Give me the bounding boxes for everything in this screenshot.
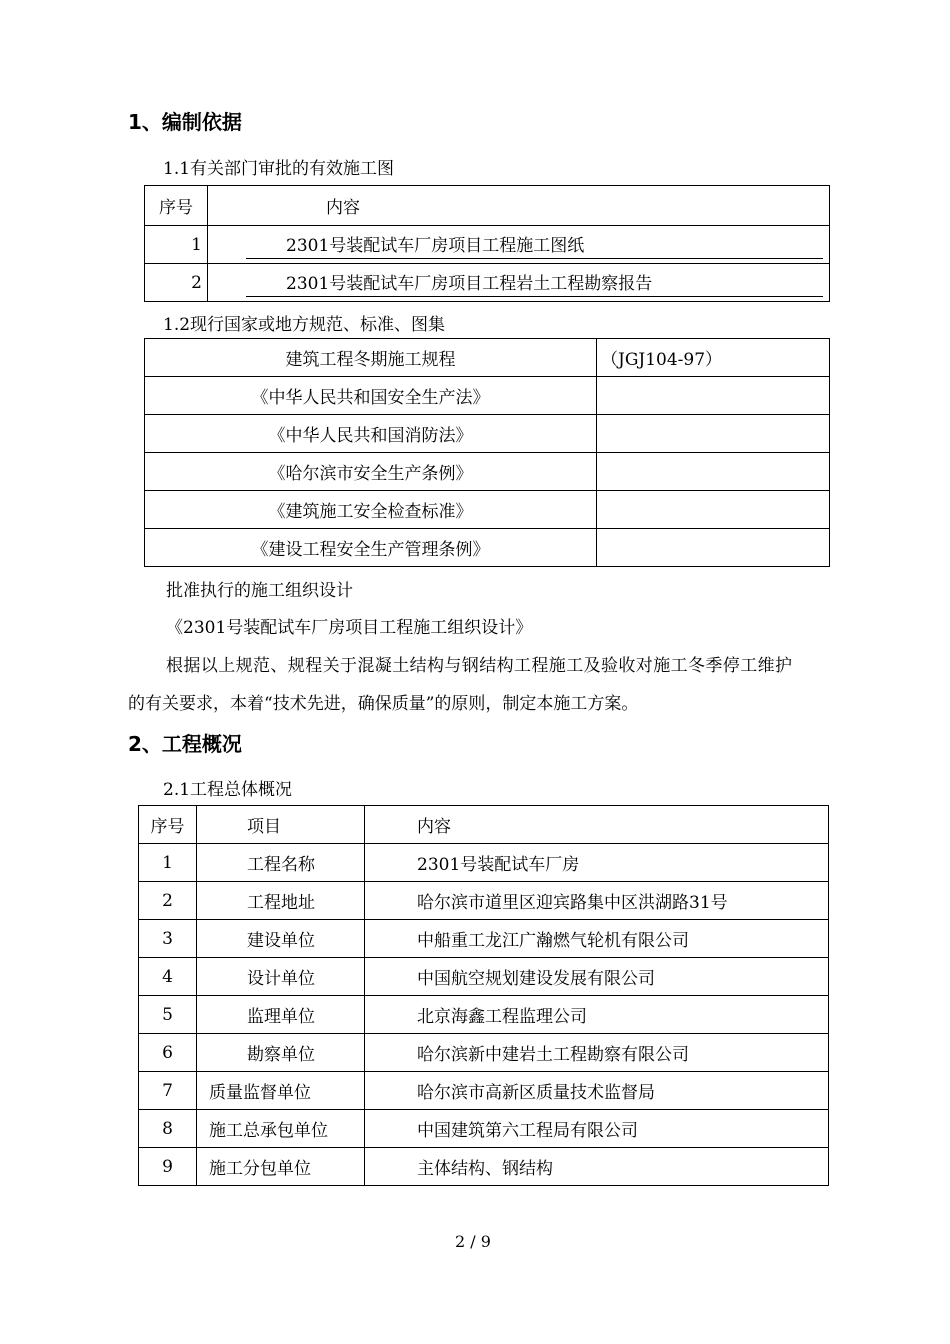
drawing-content: 2301号装配试车厂房项目工程岩土工程勘察报告 <box>246 269 823 297</box>
standard-name: 《建设工程安全生产管理条例》 <box>145 529 597 567</box>
row-number: 9 <box>139 1148 197 1186</box>
section-1-heading: 1、编制依据 <box>128 110 242 134</box>
row-number: 6 <box>139 1034 197 1072</box>
table-row <box>145 377 830 415</box>
item-cell: 设计单位 <box>197 958 365 996</box>
item-cell: 质量监督单位 <box>197 1072 365 1110</box>
header-cell: 序号 <box>145 186 208 226</box>
row-number: 2 <box>139 882 197 920</box>
item-cell: 监理单位 <box>197 996 365 1034</box>
table-row <box>145 415 830 453</box>
row-number: 4 <box>139 958 197 996</box>
header-cell: 项目 <box>197 806 365 844</box>
table-row <box>145 226 830 264</box>
standard-name: 《建筑施工安全检查标准》 <box>145 491 597 529</box>
standard-name: 《哈尔滨市安全生产条例》 <box>145 453 597 491</box>
basis-paragraph-line-2: 的有关要求，本着“技术先进，确保质量”的原则，制定本施工方案。 <box>128 694 639 714</box>
content-cell: 中船重工龙江广瀚燃气轮机有限公司 <box>365 920 829 958</box>
standard-name: 《中华人民共和国消防法》 <box>145 415 597 453</box>
standards-table <box>144 338 830 567</box>
table-row <box>145 264 830 302</box>
row-number: 1 <box>139 844 197 882</box>
content-cell: 主体结构、钢结构 <box>365 1148 829 1186</box>
row-number: 7 <box>139 1072 197 1110</box>
item-cell: 勘察单位 <box>197 1034 365 1072</box>
item-cell: 工程地址 <box>197 882 365 920</box>
table-row <box>139 920 829 958</box>
table-row <box>145 529 830 567</box>
page-number: 2 / 9 <box>455 1232 491 1251</box>
item-cell: 施工分包单位 <box>197 1148 365 1186</box>
section-2-heading: 2、工程概况 <box>128 732 242 756</box>
standard-name: 建筑工程冬期施工规程 <box>145 339 597 377</box>
item-cell: 建设单位 <box>197 920 365 958</box>
standard-code <box>597 529 830 567</box>
row-number: 1 <box>145 226 208 264</box>
table-row <box>139 844 829 882</box>
subsection-1-2-title: 1.2现行国家或地方规范、标准、图集 <box>163 315 446 335</box>
row-number: 2 <box>145 264 208 302</box>
row-number: 5 <box>139 996 197 1034</box>
table-row <box>139 1034 829 1072</box>
header-cell: 序号 <box>139 806 197 844</box>
drawing-content: 2301号装配试车厂房项目工程施工图纸 <box>246 231 823 259</box>
content-cell: 哈尔滨市高新区质量技术监督局 <box>365 1072 829 1110</box>
subsection-1-1-title: 1.1有关部门审批的有效施工图 <box>163 159 395 179</box>
row-number: 8 <box>139 1110 197 1148</box>
basis-paragraph-line-1: 根据以上规范、规程关于混凝土结构与钢结构工程施工及验收对施工冬季停工维护 <box>166 656 793 676</box>
standard-code <box>597 453 830 491</box>
table-row <box>139 958 829 996</box>
table-row <box>139 1072 829 1110</box>
table-row <box>139 996 829 1034</box>
overview-table <box>138 805 829 1186</box>
standard-code <box>597 377 830 415</box>
standard-code <box>597 415 830 453</box>
header-cell: 内容 <box>208 186 830 226</box>
subsection-2-1-title: 2.1工程总体概况 <box>163 780 293 800</box>
table-row <box>139 882 829 920</box>
content-cell: 2301号装配试车厂房 <box>365 844 829 882</box>
content-cell: 中国建筑第六工程局有限公司 <box>365 1110 829 1148</box>
table-header-row <box>145 186 830 226</box>
table-row <box>139 1148 829 1186</box>
row-number: 3 <box>139 920 197 958</box>
content-cell: 北京海鑫工程监理公司 <box>365 996 829 1034</box>
item-cell: 工程名称 <box>197 844 365 882</box>
table-header-row <box>139 806 829 844</box>
content-cell: 中国航空规划建设发展有限公司 <box>365 958 829 996</box>
approved-design-label: 批准执行的施工组织设计 <box>166 581 353 601</box>
standard-code <box>597 491 830 529</box>
table-row <box>145 491 830 529</box>
drawings-table <box>144 185 830 302</box>
item-cell: 施工总承包单位 <box>197 1110 365 1148</box>
approved-design-document: 《2301号装配试车厂房项目工程施工组织设计》 <box>166 618 533 638</box>
table-row <box>145 339 830 377</box>
content-cell: 哈尔滨新中建岩土工程勘察有限公司 <box>365 1034 829 1072</box>
table-row <box>139 1110 829 1148</box>
standard-code: （JGJ104-97） <box>597 339 830 377</box>
content-cell: 哈尔滨市道里区迎宾路集中区洪湖路31号 <box>365 882 829 920</box>
header-cell: 内容 <box>365 806 829 844</box>
table-row <box>145 453 830 491</box>
standard-name: 《中华人民共和国安全生产法》 <box>145 377 597 415</box>
